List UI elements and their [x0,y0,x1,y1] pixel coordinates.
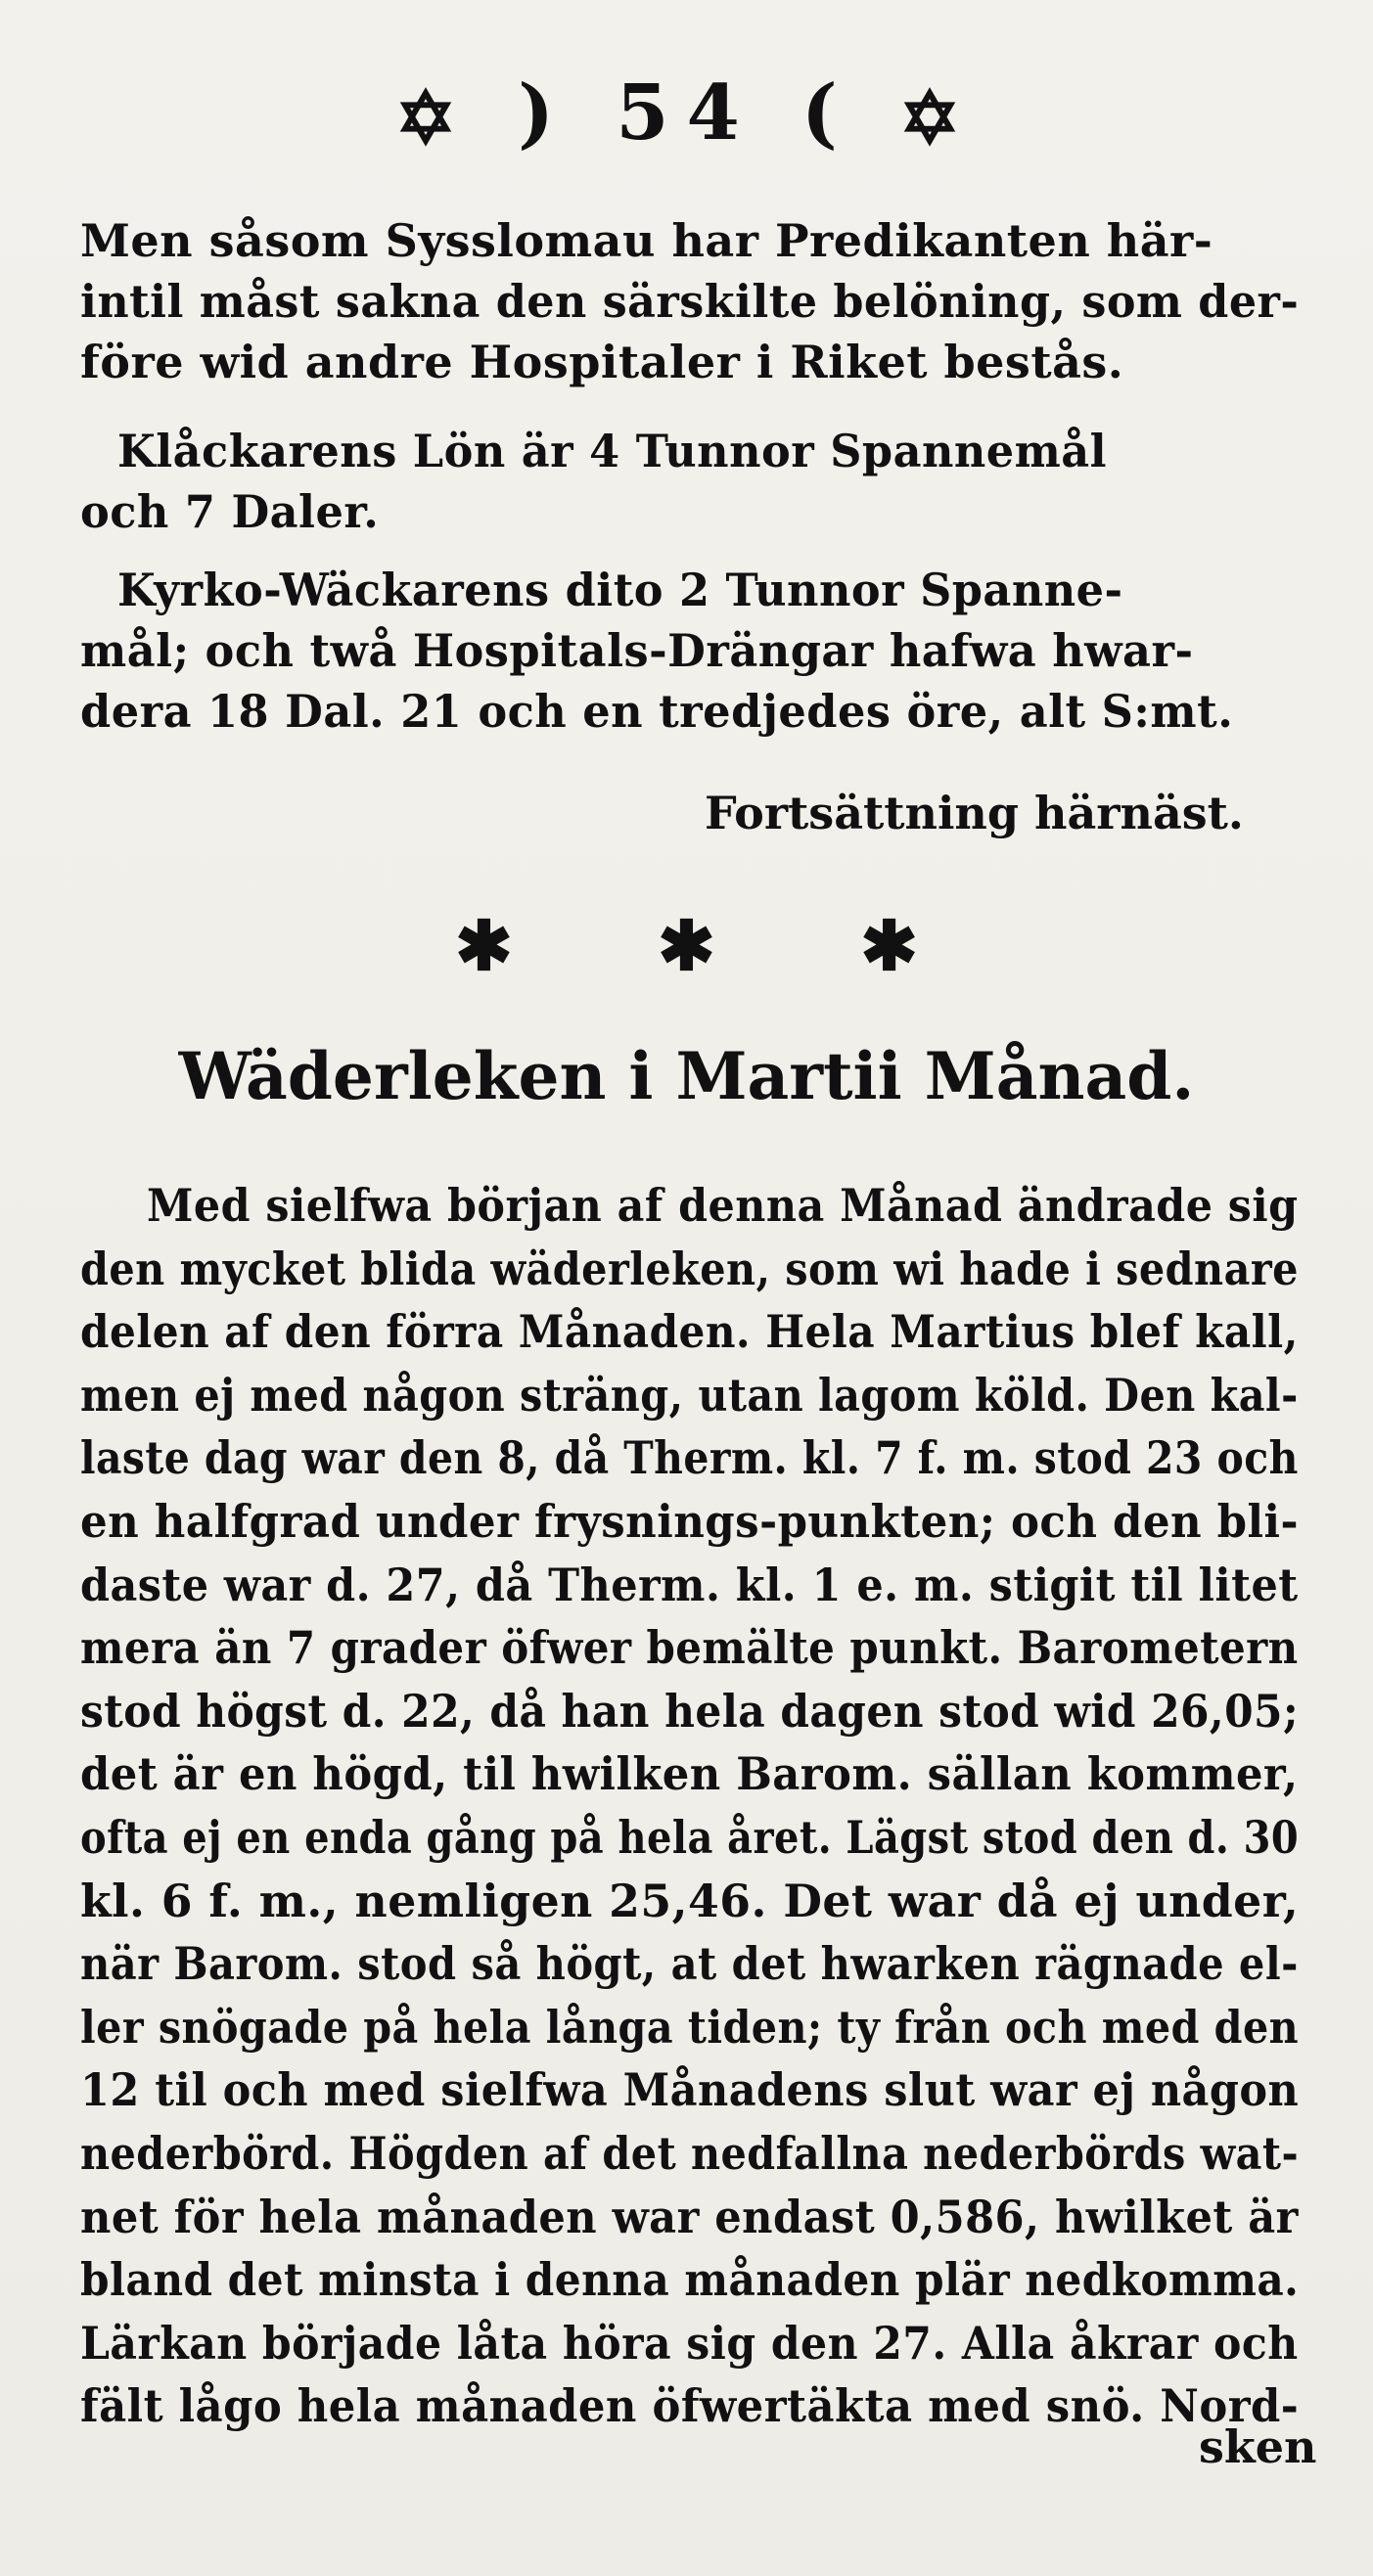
text-line: bland det minsta i denna månaden plär nedkomma. [80,2253,1300,2307]
section-title: Wäderleken i Martii Månad. [178,1038,1195,1114]
text-line: det är en högd, til hwilken Barom. sällan kommer, [80,1747,1299,1801]
continuation-note: Fortsättning härnäst. [705,787,1244,839]
text-line: ofta ej en enda gång på hela året. Lägst stod den d. 30 [80,1810,1300,1864]
text-line: delen af den förra Månaden. Hela Martius blef kall, [80,1305,1299,1359]
ornament-icon: ✡ [394,76,474,161]
text-line: kl. 6 f. m., nemligen 25,46. Det war då ej under, [80,1874,1300,1927]
text-line: mera än 7 grader öfwer bemälte punkt. Barometern [80,1621,1299,1675]
asterisk-icon: ✱ [860,905,918,986]
text-line: Klåckarens Lön är 4 Tunnor Spannemål [117,425,1108,477]
asterisk-icon: ✱ [455,905,513,986]
text-line: den mycket blida wäderleken, som wi hade i sednare [80,1242,1299,1295]
text-line: Med sielfwa början af denna Månad ändrade sig [147,1179,1299,1232]
text-line: net för hela månaden war endast 0,586, hwilket är [80,2190,1299,2243]
text-line: när Barom. stod så högt, at det hwarken rägnade el- [80,1937,1299,1991]
text-line: mål; och twå Hospitals-Drängar hafwa hwar- [80,624,1194,677]
paragraph-klackare [80,421,1336,542]
text-line: Lärkan började låta höra sig den 27. Alla åkrar och [80,2316,1299,2370]
text-line: och 7 Daler. [80,485,380,538]
text-line: före wid andre Hospitaler i Riket bestås. [80,336,1124,388]
text-line: fält lågo hela månaden öfwertäkta med snö. Nord- [80,2379,1300,2433]
asterisk-icon: ✱ [658,905,715,986]
ornament-icon: ✡ [898,76,978,161]
text-line: ler snögade på hela långa tiden; ty från och med den [80,2000,1300,2054]
text-line: stod högst d. 22, då han hela dagen stod wid 26,05; [80,1684,1300,1738]
text-line: Kyrko-Wäckarens dito 2 Tunnor Spanne- [117,564,1123,616]
text-line: intil måst sakna den särskilte belöning, som der- [80,275,1300,328]
text-line: men ej med någon sträng, utan lagom köld. Den kal- [80,1368,1299,1422]
text-line: Men såsom Sysslomau har Predikanten här- [80,214,1213,267]
paragraph-predikant [80,210,1299,392]
page-header [0,68,1373,161]
paragraph-kyrkowackare [80,560,1336,742]
page-number: ) 54 ( [518,68,855,158]
text-line: daste war d. 27, då Therm. kl. 1 e. m. stigit til litet [80,1558,1299,1611]
weather-report-body [80,1174,1299,2438]
text-line: laste dag war den 8, då Therm. kl. 7 f. m. stod 23 och [80,1431,1299,1485]
text-line: en halfgrad under frysnings-punkten; och den bli- [80,1494,1299,1548]
section-separator [0,905,1373,986]
text-line: dera 18 Dal. 21 och en tredjedes öre, alt S:mt. [80,685,1234,738]
catchword: sken [1199,2420,1317,2473]
text-line: 12 til och med sielfwa Månadens slut war ej någon [80,2063,1300,2117]
text-line: nederbörd. Högden af det nedfallna nederbörds wat- [80,2126,1300,2180]
